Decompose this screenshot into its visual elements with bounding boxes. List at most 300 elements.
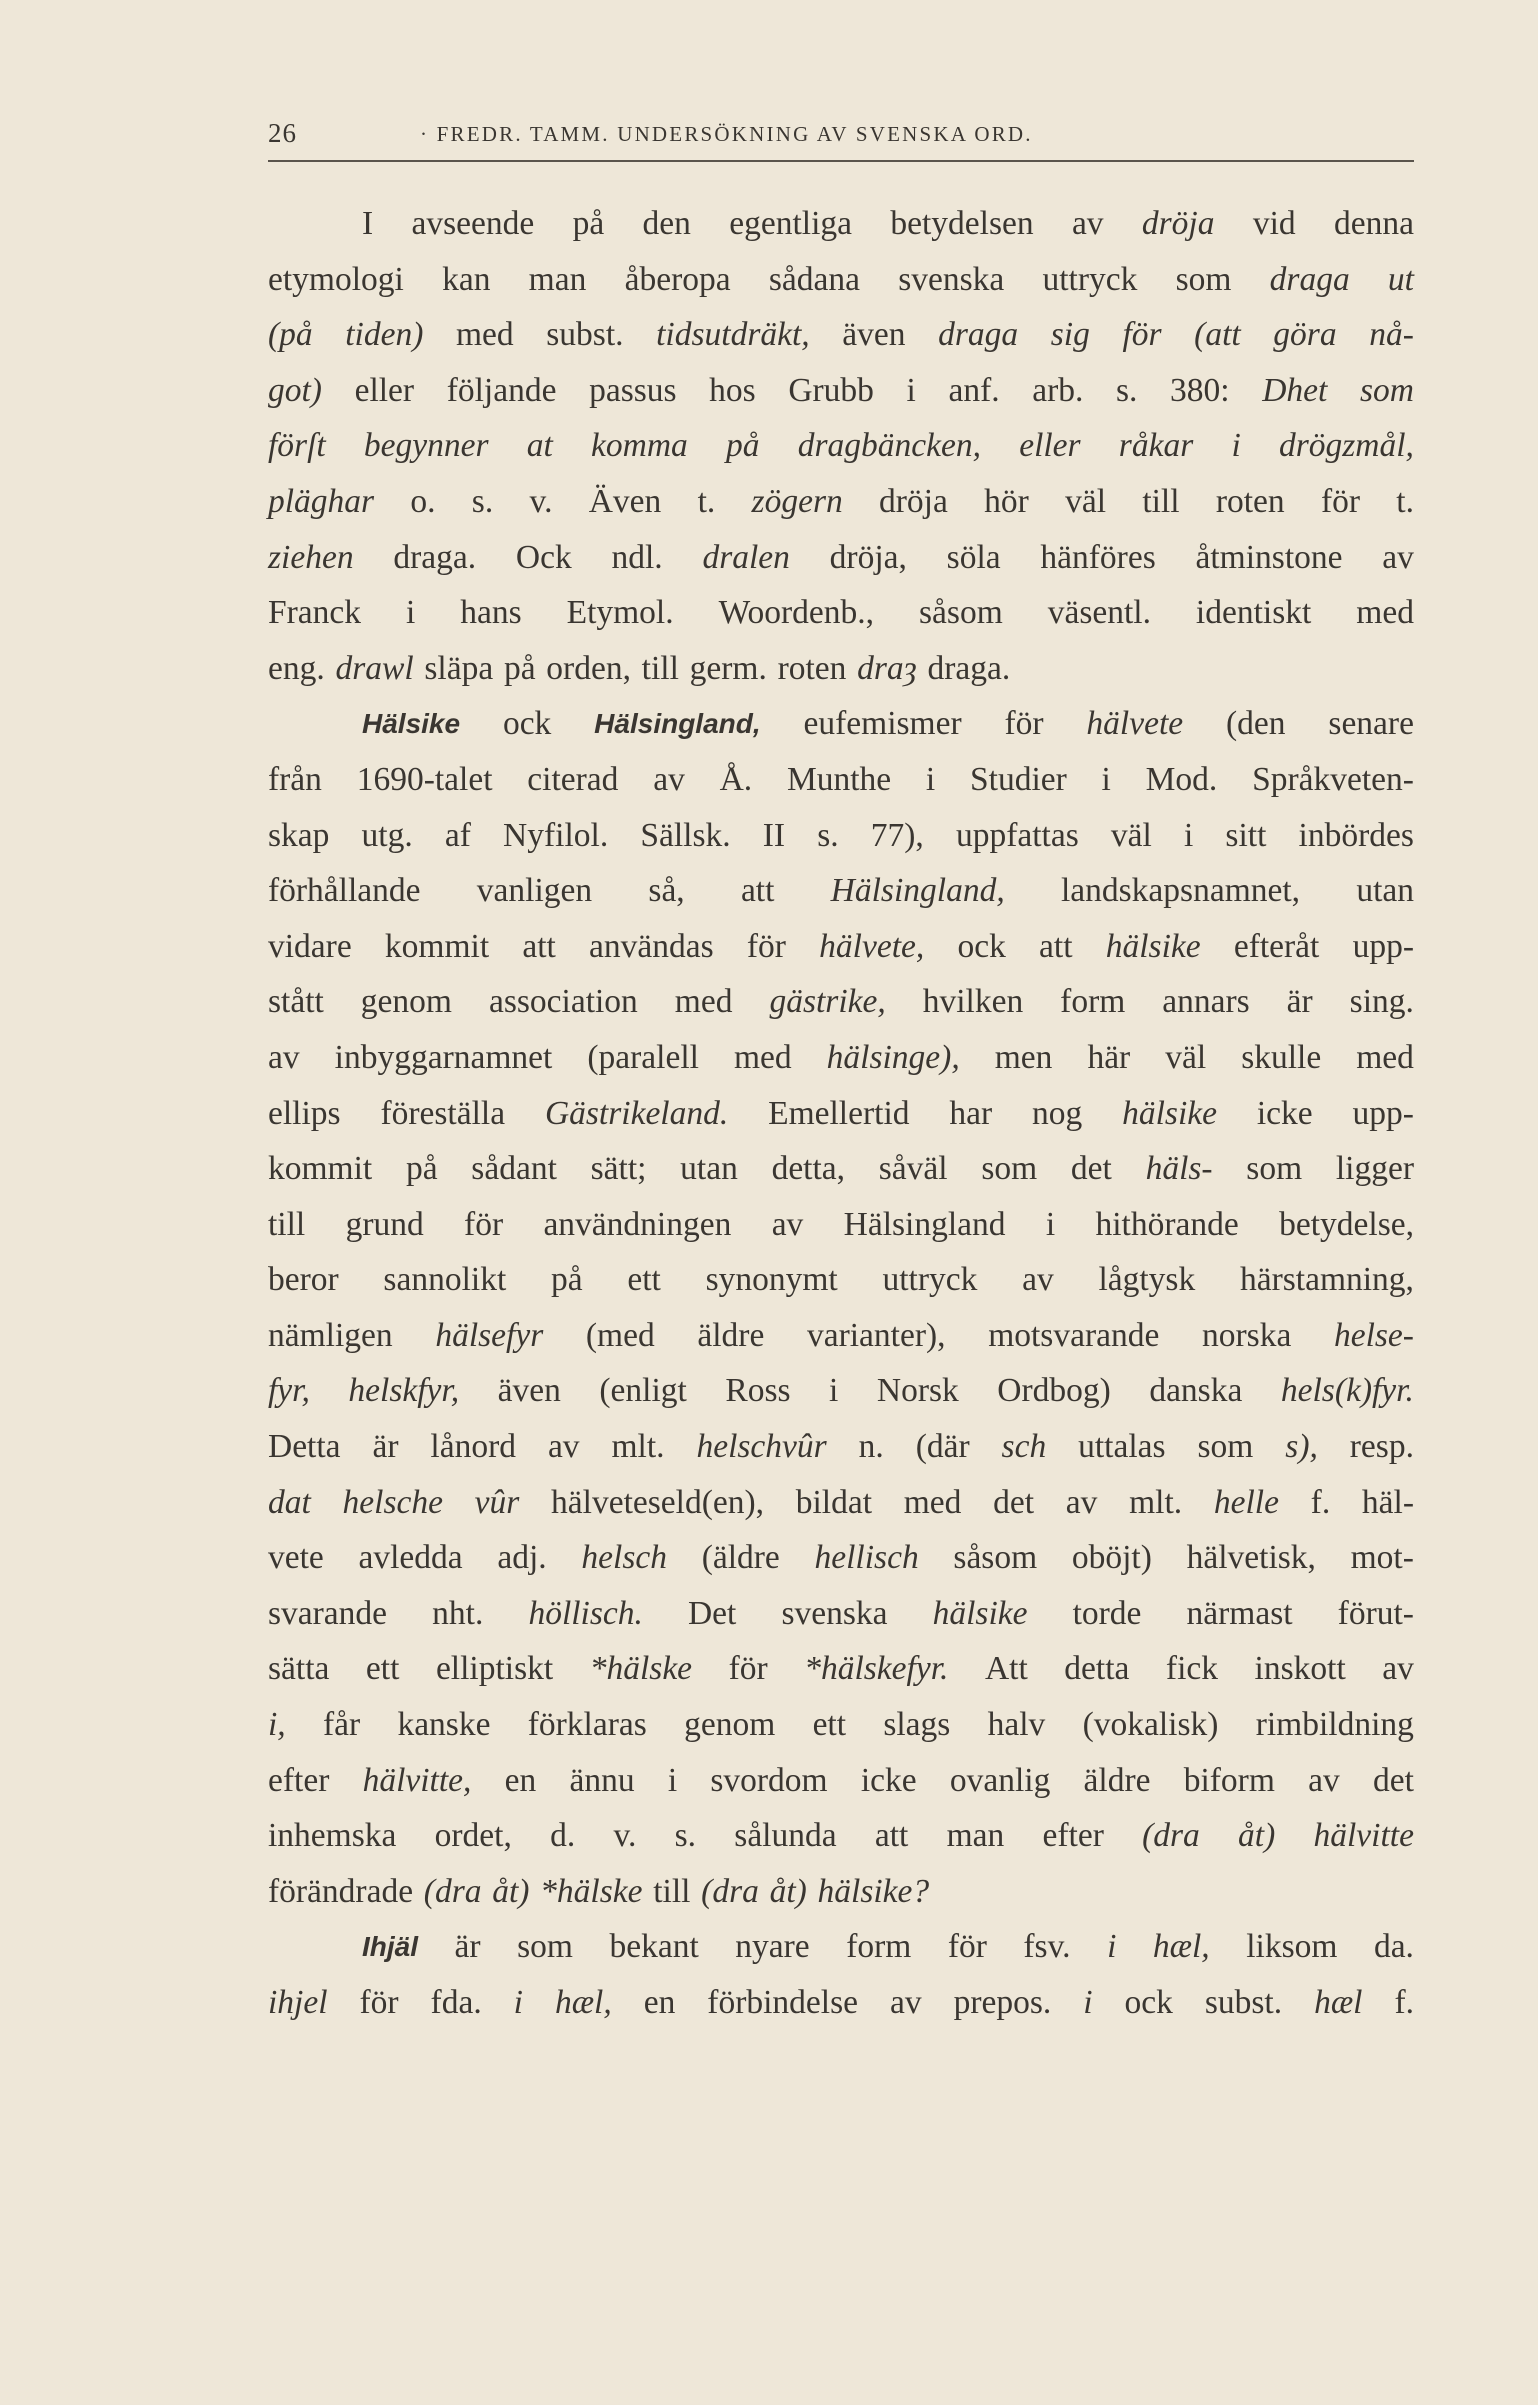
word: betydelse, [1279, 1205, 1414, 1243]
word: som [1359, 371, 1414, 409]
word: n. [858, 1428, 884, 1466]
word: råkar [1118, 427, 1194, 465]
word: icke [1256, 1094, 1313, 1132]
word: av [268, 1038, 300, 1076]
word: helle [1213, 1483, 1279, 1521]
word: roten [777, 649, 847, 687]
text-line [268, 1753, 1414, 1809]
word: åt) [492, 1872, 530, 1910]
word: sådant [471, 1150, 557, 1188]
word: åberopa [624, 260, 731, 298]
word: väl [1165, 1038, 1207, 1076]
word: ellips [268, 1094, 341, 1132]
word: uttryck [882, 1261, 978, 1299]
word: sålunda [734, 1817, 837, 1855]
word: på [726, 427, 760, 465]
word: av [1065, 1483, 1098, 1521]
word: *hälske [540, 1872, 643, 1910]
word: såväl [878, 1150, 948, 1188]
word: s. [471, 482, 494, 520]
word: Emellertid [768, 1094, 910, 1132]
word: (med [585, 1316, 655, 1354]
word: förklaras [527, 1706, 647, 1744]
word: Franck [268, 594, 362, 632]
text-line [268, 1697, 1414, 1753]
word: hæl, [1152, 1928, 1210, 1966]
word: zögern [751, 482, 843, 520]
word: mlt. [1129, 1483, 1183, 1521]
word: landskapsnamnet, [1060, 872, 1301, 910]
word: i [513, 1984, 523, 2021]
word: följande [446, 371, 557, 409]
word: förändrade [268, 1872, 414, 1910]
word: i, [268, 1706, 286, 1744]
word: Ock [515, 538, 572, 576]
word: för [1004, 705, 1044, 743]
word: såsom [953, 1539, 1038, 1577]
word: en [504, 1761, 537, 1799]
word: dragbäncken, [797, 427, 981, 465]
word: närmast [1186, 1594, 1293, 1632]
word: orden, [546, 649, 631, 687]
word: detta [1064, 1650, 1130, 1688]
word: uttryck [1042, 260, 1138, 298]
word: egentliga [729, 205, 853, 242]
word: häl- [1361, 1483, 1414, 1521]
word: Även [588, 482, 662, 520]
word: att [874, 1817, 909, 1855]
word: genom [684, 1706, 776, 1744]
word: äldre [697, 1316, 765, 1354]
word: (dra [1142, 1817, 1200, 1855]
text-line [268, 1586, 1414, 1642]
word: form [846, 1928, 912, 1966]
word: af [444, 816, 471, 854]
word: inbyggarnamnet [334, 1038, 553, 1076]
word: ovanlig [949, 1761, 1051, 1799]
word: med [455, 316, 514, 354]
word: motsvarande [988, 1316, 1160, 1354]
word: citerad [527, 760, 619, 798]
word: svarande [268, 1594, 388, 1632]
word: Att [984, 1650, 1028, 1688]
word: form [1060, 983, 1126, 1021]
text-line [268, 1141, 1414, 1197]
word: från [268, 760, 322, 798]
word: i [1101, 760, 1111, 798]
word: synonymt [705, 1261, 838, 1299]
word: till [268, 1205, 306, 1243]
word: som [1246, 1150, 1303, 1188]
word: släpa [424, 649, 494, 687]
word: subst. [546, 316, 624, 354]
word: hälsike [932, 1594, 1028, 1632]
word: o. [410, 482, 436, 520]
word: hälsefyr [435, 1316, 544, 1354]
word: söla [946, 538, 1001, 576]
word: med [1356, 594, 1414, 632]
text-line [268, 1864, 1414, 1920]
word: drawl [335, 649, 414, 687]
word: hæl, [554, 1984, 612, 2021]
headword: Ihjäl [362, 1931, 419, 1963]
word: hithörande [1095, 1205, 1239, 1243]
word: det [993, 1483, 1035, 1521]
word: ock [502, 705, 552, 743]
word: men [994, 1038, 1053, 1076]
word: Dhet [1262, 371, 1328, 409]
word: danska [1149, 1372, 1243, 1410]
word: (att [1194, 316, 1241, 354]
text-line [268, 196, 1414, 252]
word: Norsk [876, 1372, 959, 1410]
body-text [268, 196, 1414, 2031]
word: uttalas [1078, 1428, 1166, 1466]
word: är [454, 1928, 481, 1966]
text-line [268, 863, 1414, 919]
word: s. [817, 816, 839, 854]
word: (där [915, 1428, 970, 1466]
word: svenska [898, 260, 1005, 298]
word: med [903, 1483, 962, 1521]
word: mlt. [611, 1428, 665, 1466]
word: sing. [1349, 983, 1414, 1021]
text-line [268, 585, 1414, 641]
word: förſt [268, 427, 326, 465]
word: mot- [1350, 1539, 1414, 1577]
word: ligger [1335, 1150, 1414, 1188]
word: sig [1050, 316, 1090, 354]
word: kommit [268, 1150, 373, 1188]
word: draga [1269, 260, 1350, 298]
word: dröja [1141, 205, 1215, 242]
text-line [268, 1475, 1414, 1531]
word: subst. [1204, 1984, 1283, 2021]
word: i [1183, 816, 1194, 854]
word: svordom [710, 1761, 828, 1799]
word: (enligt [599, 1372, 687, 1410]
word: efteråt [1233, 927, 1320, 965]
text-line [268, 1530, 1414, 1586]
word: (på [268, 316, 313, 354]
word: ziehen [268, 538, 354, 576]
word: at [526, 427, 553, 465]
word: i [1231, 427, 1241, 465]
word: på [572, 205, 605, 242]
word: drögzmål, [1278, 427, 1414, 465]
word: som [981, 1150, 1038, 1188]
word: av [1071, 205, 1104, 242]
word: torde [1072, 1594, 1142, 1632]
word: draga. [393, 538, 477, 576]
word: Studier [970, 760, 1067, 798]
word: användningen [543, 1205, 732, 1243]
word: Etymol. [566, 594, 674, 632]
word: 1690-talet [356, 760, 493, 798]
word: är [1286, 983, 1313, 1021]
word: av [771, 1205, 804, 1243]
text-line [268, 474, 1414, 530]
word: av [1308, 1761, 1340, 1799]
word: betydelsen [890, 205, 1034, 242]
word: i [829, 1372, 839, 1410]
word: i [667, 1761, 678, 1799]
word: är [372, 1428, 399, 1466]
word: för [947, 1928, 987, 1966]
word: liksom [1246, 1928, 1338, 1966]
word: biform [1183, 1761, 1275, 1799]
word: anf. [948, 371, 1000, 409]
word: helschvûr [696, 1428, 827, 1466]
word: dat [268, 1483, 311, 1521]
word: kan [442, 260, 491, 298]
word: åt) [1238, 1817, 1276, 1855]
word: denna [1333, 205, 1414, 242]
word: vanligen [476, 872, 593, 910]
word: annars [1162, 983, 1250, 1021]
word: för [359, 1984, 399, 2021]
word: s. [1116, 371, 1138, 409]
word: passus [589, 371, 677, 409]
word: f. [1310, 1483, 1331, 1521]
word: på [550, 1261, 583, 1299]
word: dralen [702, 538, 790, 576]
word: fyr, [268, 1372, 310, 1410]
text-line [268, 363, 1414, 419]
word: eller [354, 371, 415, 409]
word: hälsinge), [826, 1038, 960, 1076]
word: ock [957, 927, 1006, 965]
page-number: 26 [268, 118, 297, 148]
text-line [268, 1252, 1414, 1308]
word: f. [1394, 1984, 1414, 2021]
text-line [268, 974, 1414, 1030]
word: åt) [769, 1872, 807, 1910]
word: för [728, 1650, 768, 1688]
word: man [946, 1817, 1005, 1855]
word: nämligen [268, 1316, 393, 1354]
word: efter [1042, 1817, 1104, 1855]
word: i [1107, 1928, 1117, 1966]
word: vidare [268, 927, 352, 965]
word: utan [1356, 872, 1414, 910]
word: nog [1032, 1094, 1083, 1132]
word: att [522, 927, 556, 965]
word: draga. [927, 649, 1011, 687]
word: hälvetisk, [1186, 1539, 1316, 1577]
word: pläghar [268, 482, 375, 520]
text-line [268, 1975, 1414, 2031]
word: Sällsk. [640, 816, 731, 854]
word: ännu [569, 1761, 635, 1799]
word: lånord [430, 1428, 517, 1466]
text-line [268, 641, 1414, 697]
text-line [268, 418, 1414, 474]
word: inhemska [268, 1817, 397, 1855]
word: Hälsingland [843, 1205, 1006, 1243]
word: användas [589, 927, 714, 965]
word: till [641, 649, 679, 687]
word: oböjt) [1071, 1539, 1152, 1577]
text-line [268, 1419, 1414, 1475]
word: härstamning, [1239, 1261, 1414, 1299]
word: v. [613, 1817, 637, 1855]
word: har [949, 1094, 993, 1132]
word: i [405, 594, 416, 632]
word: got) [268, 371, 322, 409]
word: da. [1373, 1928, 1414, 1966]
text-line [268, 1641, 1414, 1697]
text-line [268, 1197, 1414, 1253]
word: som [1175, 260, 1232, 298]
word: hälsike [1105, 927, 1201, 965]
word: att [740, 872, 775, 910]
word: prepos. [953, 1984, 1052, 2021]
word: förhållande [268, 872, 421, 910]
word: resp. [1349, 1428, 1414, 1466]
word: hæl [1314, 1984, 1363, 2021]
word: på [405, 1150, 438, 1188]
word: etymologi [268, 260, 404, 298]
word: hälvitte [1313, 1817, 1414, 1855]
word: Det [687, 1594, 737, 1632]
word: av [889, 1984, 922, 2021]
word: bildat [795, 1483, 873, 1521]
word: adj. [497, 1539, 547, 1577]
headword: Hälsingland, [594, 708, 761, 740]
word: det [1070, 1150, 1112, 1188]
word: vid [1252, 205, 1296, 242]
word: germ. [689, 649, 767, 687]
word: hälvete, [819, 927, 925, 965]
word: senare [1328, 705, 1414, 743]
word: hos [709, 371, 756, 409]
word: av [1382, 538, 1414, 576]
word: för [1122, 316, 1162, 354]
word: sådana [768, 260, 860, 298]
word: för [746, 927, 786, 965]
word: i [925, 760, 936, 798]
running-head: · FREDR. TAMM. UNDERSÖKNING AV SVENSKA ORD. [420, 122, 1033, 146]
word: gästrike, [769, 983, 886, 1021]
word: detta, [771, 1150, 846, 1188]
word: hälsike [1122, 1094, 1218, 1132]
word: ihjel [268, 1984, 328, 2021]
word: i [1083, 1984, 1093, 2021]
word: förut- [1337, 1594, 1414, 1632]
word: avseende [411, 205, 535, 242]
word: s. [674, 1817, 697, 1855]
word: av [1382, 1650, 1414, 1688]
word: *hälske [589, 1650, 693, 1688]
word: komma [591, 427, 688, 465]
word: ett [365, 1650, 400, 1688]
word: med [674, 983, 733, 1021]
word: för [1320, 482, 1361, 520]
word: ett [627, 1261, 661, 1299]
word: (dra [701, 1872, 759, 1910]
text-line [268, 1808, 1414, 1864]
word: Woordenb., [718, 594, 875, 632]
word: Gästrikeland. [544, 1094, 729, 1132]
text-line [268, 307, 1414, 363]
word: väsentl. [1047, 594, 1151, 632]
word: eller [1019, 427, 1081, 465]
headword: Hälsike [362, 708, 461, 740]
word: (paralell [587, 1038, 699, 1076]
word: sätt; [590, 1150, 647, 1188]
word: grund [345, 1205, 424, 1243]
word: väl [1110, 816, 1152, 854]
word: till [1142, 482, 1180, 520]
word: föreställa [380, 1094, 506, 1132]
word: d. [550, 1817, 576, 1855]
word: bekant [609, 1928, 699, 1966]
word: sitt [1225, 816, 1267, 854]
word: förbindelse [707, 1984, 858, 2021]
word: vete [268, 1539, 324, 1577]
word: får [322, 1706, 361, 1744]
word: ett [812, 1706, 847, 1744]
word: inbördes [1298, 816, 1414, 854]
word: roten [1215, 482, 1285, 520]
text-line [268, 808, 1414, 864]
word: (dra [423, 1872, 482, 1910]
word: även [497, 1372, 561, 1410]
text-line [268, 696, 1414, 752]
word: 77), [870, 816, 924, 854]
word: göra [1273, 316, 1337, 354]
word: av [1022, 1261, 1054, 1299]
text-line [268, 1030, 1414, 1086]
word: hälvete [1086, 705, 1184, 743]
word: för [464, 1205, 504, 1243]
word: åtminstone [1195, 538, 1343, 576]
word: upp- [1352, 927, 1414, 965]
word: helsch [581, 1539, 667, 1577]
word: hälvitte, [362, 1761, 472, 1799]
word: svenska [781, 1594, 888, 1632]
word: (äldre [701, 1539, 780, 1577]
word: uppfattas [955, 816, 1079, 854]
word: hälveteseld(en), [551, 1483, 765, 1521]
word: med [1356, 1038, 1414, 1076]
word: Språkveten- [1252, 760, 1414, 798]
word: Grubb [788, 371, 874, 409]
word: begynner [363, 427, 489, 465]
word: kanske [397, 1706, 491, 1744]
word: lågtysk [1098, 1261, 1196, 1299]
word: norska [1202, 1316, 1292, 1354]
text-line [268, 1919, 1414, 1975]
word: elliptiskt [435, 1650, 554, 1688]
word: fda. [430, 1984, 482, 2021]
word: slags [883, 1706, 951, 1744]
word: draȝ [857, 649, 917, 687]
word: i [1045, 1205, 1056, 1243]
word: ordet, [434, 1817, 512, 1855]
word: association [488, 983, 638, 1021]
word: äldre [1083, 1761, 1151, 1799]
text-line [268, 1363, 1414, 1419]
word: skap [268, 816, 330, 854]
word: (vokalisk) [1082, 1706, 1219, 1744]
word: som [517, 1928, 573, 1966]
word: beror [268, 1261, 339, 1299]
word: utan [680, 1150, 738, 1188]
word: halv [987, 1706, 1046, 1744]
word: inskott [1254, 1650, 1346, 1688]
